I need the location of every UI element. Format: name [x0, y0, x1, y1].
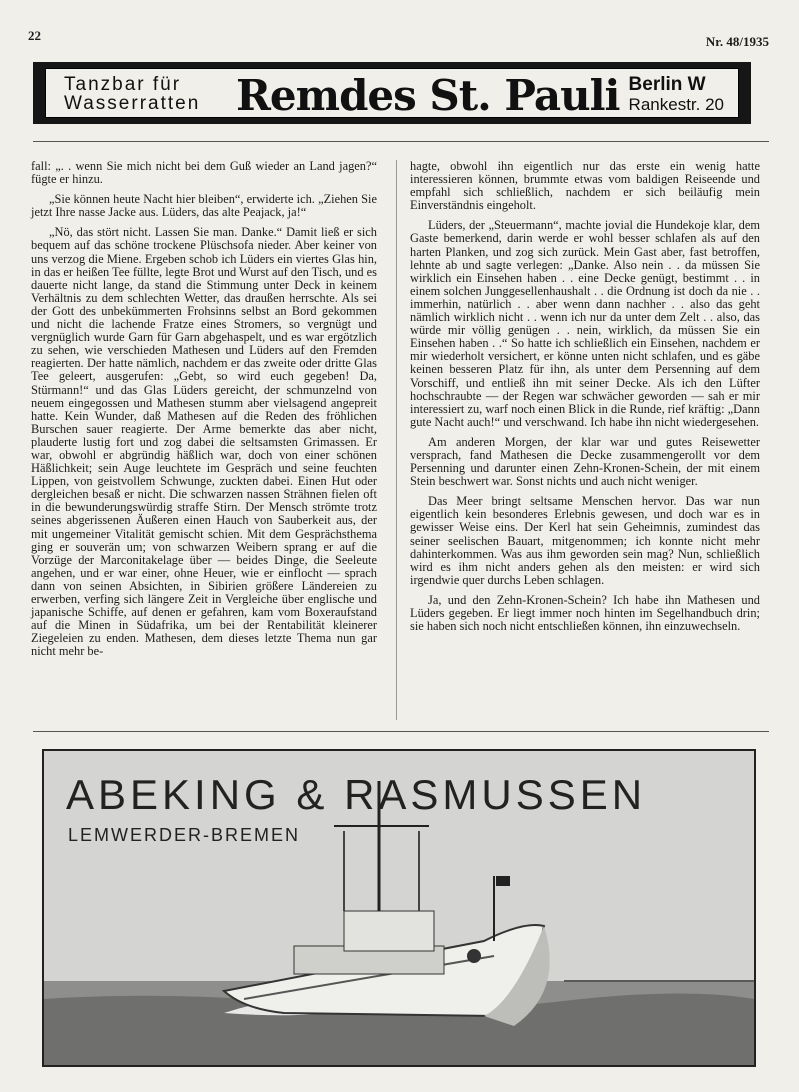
ad-brand-name: ABEKING & RASMUSSEN [66, 771, 647, 818]
bottom-advertisement [42, 749, 756, 1067]
header-rule [33, 141, 769, 142]
ad-street: Rankestr. 20 [628, 95, 724, 114]
top-ad-frame [45, 68, 739, 118]
page-number: 22 [28, 28, 41, 43]
column-divider [396, 160, 397, 720]
issue-number: Nr. 48/1935 [705, 34, 769, 49]
ad-slogan [64, 75, 200, 113]
article-column-left [31, 160, 377, 665]
paragraph: fall: „. . wenn Sie mich nicht bei dem Guß wieder an Land jagen?“ fügte er hinzu. [31, 159, 377, 187]
ad-slogan-line1: Tanzbar für [64, 74, 182, 95]
paragraph: Ja, und den Zehn-Kronen-Schein? Ich habe ihn Mathesen und Lüders gegeben. Er liegt immer noch hinten im Segelhandbuch drin; sie haben sich noch nicht entschließen können, ihn einzuwechseln. [410, 592, 760, 634]
top-advertisement [33, 62, 751, 124]
footer-rule [33, 731, 769, 732]
ad-slogan-line2: Wasserratten [64, 93, 201, 114]
ad-venue-name: Remdes St. Pauli [236, 71, 620, 120]
paragraph: Am anderen Morgen, der klar war und gutes Reisewetter versprach, fand Mathesen die Decke zusammengerollt vor dem Persenning und darunter einen Zehn-Kronen-Schein, der mit einem Stein beschwert war. Sonst nichts und auch nicht weniger. [410, 434, 760, 489]
paragraph: Lüders, der „Steuermann“, machte jovial die Hundekoje klar, dem Gaste bemerkend, darin werde er wohl besser schlafen als auf den harten Planken, und zog sich zurück. Mein Gast aber, fast betroffen, lehnte ab und sagte verlegen: „Danke. Also nein . . da müssen Sie wirklich ein Einsehen haben . . eine Decke genügt, bestimmt . . in einem solchen Junggesellenhaushalt . . die Ordnung ist doch da nie . . immerhin, natürlich . . aber wenn dann nachher . . also das geht nämlich wirklich nicht . . wenn ich nur da unter dem Zelt . . also, das würde mir völlig genügen . . nein, wirklich, da müssen Sie ein Einsehen haben . .“ So hatte ich schließlich ein Einsehen, nachdem er mir wiederholt versichert, er könne unten nicht schlafen, und es gäbe keinen besseren Platz für ihn, als unter dem Persenning auf dem Vorschiff, und entließ ihn mit seiner Decke. Als ich den Lüfter hochschraubte — der Regen war schwächer geworden — sah er mir interessiert zu, warf noch einen Blick in die Runde, rief kräftig: „Dann gute Nacht auch!“ und verschwand. Ich habe ihn nicht wiedergesehen. [410, 218, 760, 429]
paragraph: hagte, obwohl ihn eigentlich nur das erste ein wenig hatte interessieren können, brummte etwas vom baldigen Reiseende und empfahl sich schließlich, nachdem er sich beiläufig mein Einverständnis eingeholt. [410, 159, 760, 213]
article-column-right [410, 160, 760, 640]
ad-address [629, 75, 724, 114]
ad-city: Berlin W [628, 74, 706, 95]
ad-location: LEMWERDER-BREMEN [68, 825, 301, 845]
paragraph: Das Meer bringt seltsame Menschen hervor. Das war nun eigentlich kein besonderes Erlebnis gewesen, und doch war es in gewisser Weise eins. Der Kerl hat sein Geheimnis, zumindest das seiner seelischen Bauart, mitgenommen; ich konnte nicht mehr dahinterkommen. Was aus ihm geworden sein mag? Nun, schließlich wird es ihm nicht anders gehen als den meisten: er wird sich irgendwie quer durchs Leben schlagen. [410, 494, 760, 587]
paragraph: „Nö, das stört nicht. Lassen Sie man. Danke.“ Damit ließ er sich bequem auf das schöne trockene Plüschsofa nieder. Aber keiner von uns verzog die Miene. Ergeben schob ich Lüders ein viertes Glas hin, in das er heißen Tee füllte, legte Brot und Wurst auf den Tisch, und es dauerte nicht lange, da stand die Stimmung unter Deck in keinem Verhältnis zu dem schlechten Wetter, das draußen herrschte. Als sei der Gott des unbekümmerten Frohsinns selbst an Bord gekommen und nicht die lachende Fratze eines Stromers, so vergnügt und vergnüglich wurde Garn für Garn abgehaspelt, und es war ergötzlich zu sehen, wie verschieden Mathesen und Lüders auf den Fremden reagierten. Der hatte nämlich, nachdem er das zweite oder dritte Glas Tee geleert, ausgerufen: „Gebt, so wird euch gegeben! Da, Stürmann!“ und das Glas Lüders gereicht, der schmunzelnd von neuem eingegossen und Mathesen stumm aber vielsagend angepreit hatte. Kein Wunder, daß Mathesen auf die Reden des fröhlichen Burschen sauer reagierte. Der Arme bemerkte das aber nicht, plauderte lustig fort und zog dabei die seltsamsten Grimassen. Er war, obwohl er abgründig häßlich war, doch von einer schönen Häßlichkeit; sein Auge leuchtete im Gespräch und seine feuchten Lippen, von geistvollem Schwunge, zuckten dabei. Einen Hut oder dergleichen besaß er nicht. Die schwarzen nassen Strähnen fielen oft in die bewunderungswürdig straffe Stirn. Der Mensch strömte trotz seines abgerissenen Äußeren einen Hauch von Sauberkeit aus, der mit ungemeiner Vitalität gemischt schien. Mit dem Gesprächsthema ging er souverän um; von schwarzen Weibern sprang er auf die Vorzüge der Marconitakelage über — beides Dinge, die Seeleute angehen, und er war einer, ohne Heuer, wie er einflocht — sprach dann von seinen Absichten, in Sibirien größere Ländereien zu erwerben, verfing sich längere Zeit in Vergleiche über englische und japanische Schiffe, auf denen er gefahren, kam vom Boxeraufstand auf die Minen in Südafrika, um bei der Rentabilität kleinerer Ziegeleien zu enden. Mathesen, dem dieses letzte Thema nun gar nicht mehr be- [31, 225, 377, 659]
paragraph: „Sie können heute Nacht hier bleiben“, erwiderte ich. „Ziehen Sie jetzt Ihre nasse Jacke aus. Lüders, das alte Peajack, ja!“ [31, 192, 377, 220]
